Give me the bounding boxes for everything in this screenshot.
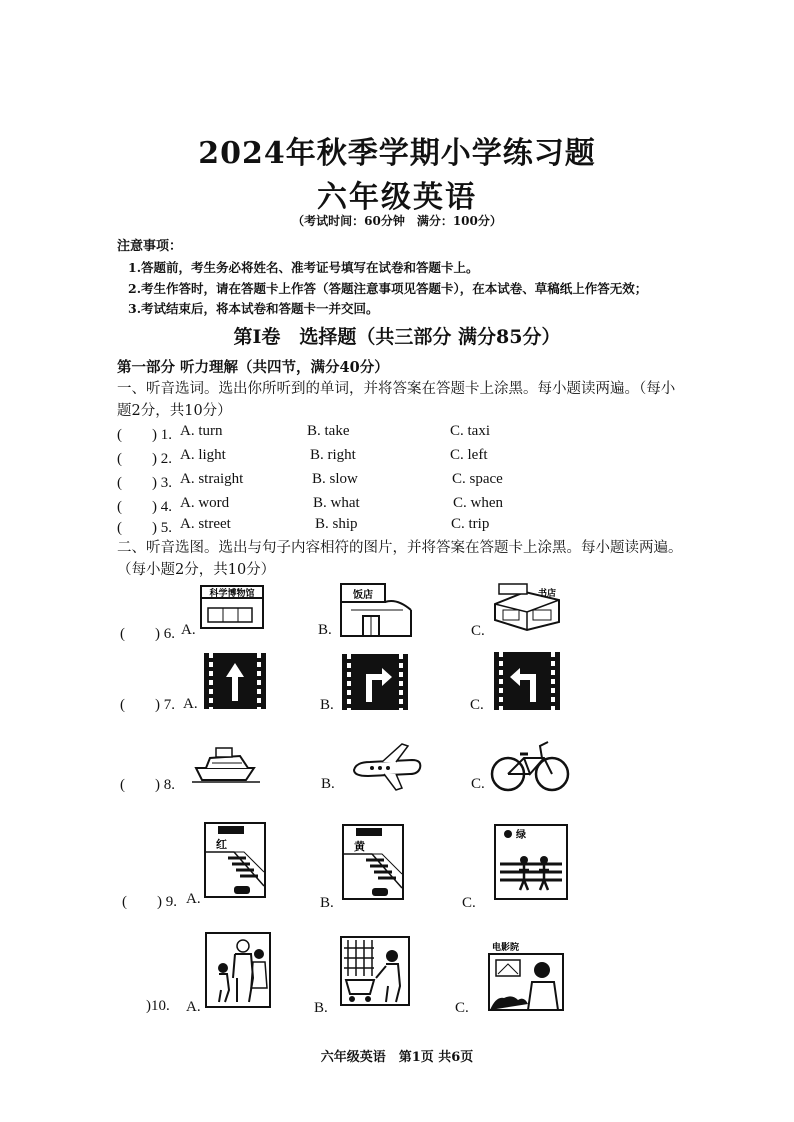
subject-title: 六年级英语 bbox=[317, 180, 477, 215]
notice-item-2: 2.考生作答时，请在答题卡上作答（答题注意事项见答题卡），在本试卷、草稿纸上作答无效； bbox=[128, 281, 648, 296]
green-light-picture bbox=[494, 824, 568, 900]
option-c-label: C. bbox=[471, 776, 485, 792]
option-a: A. straight bbox=[180, 471, 244, 487]
option-b: B. ship bbox=[315, 516, 358, 532]
bike-picture bbox=[490, 738, 570, 794]
option-a: A. word bbox=[180, 495, 230, 511]
option-a-label: A. bbox=[183, 696, 198, 712]
option-c: C. when bbox=[453, 495, 503, 511]
question-7-number: ( ) 7. bbox=[120, 697, 175, 713]
option-b: B. right bbox=[310, 447, 356, 463]
yellow-light-label: 黄 bbox=[354, 840, 365, 853]
notice-heading: 注意事项： bbox=[117, 239, 183, 254]
option-c-label: C. bbox=[470, 697, 484, 713]
question-number: ( ) 4. bbox=[117, 499, 172, 515]
cinema-picture bbox=[488, 938, 564, 1012]
option-a-label: A. bbox=[186, 891, 201, 907]
option-c: C. trip bbox=[451, 516, 490, 532]
science-museum-picture bbox=[198, 584, 268, 630]
restaurant-sign: 饭店 bbox=[353, 590, 373, 601]
option-a: A. light bbox=[180, 447, 226, 463]
notice-item-3: 3.考试结束后，将本试卷和答题卡一并交回。 bbox=[128, 301, 379, 316]
science-museum-sign: 科学博物馆 bbox=[209, 589, 255, 599]
plane-picture bbox=[348, 742, 426, 794]
go-straight-sign-picture bbox=[204, 653, 266, 709]
option-a: A. street bbox=[180, 516, 231, 532]
turn-left-sign-picture bbox=[494, 652, 560, 710]
option-a-label: A. bbox=[186, 999, 201, 1015]
turn-right-sign-picture bbox=[342, 654, 408, 710]
notice-item-1: 1.答题前，考生务必将姓名、准考证号填写在试卷和答题卡上。 bbox=[128, 260, 479, 275]
question-number: ( ) 5. bbox=[117, 520, 172, 536]
cinema-label: 电影院 bbox=[492, 943, 520, 953]
option-c-label: C. bbox=[455, 1000, 469, 1016]
question-number: ( ) 2. bbox=[117, 451, 172, 467]
bookstore-picture bbox=[489, 582, 565, 632]
question-9-number: ( ) 9. bbox=[122, 894, 177, 910]
question-6-number: ( ) 6. bbox=[120, 626, 175, 642]
option-b-label: B. bbox=[321, 776, 335, 792]
option-b: B. what bbox=[313, 495, 360, 511]
option-b-label: B. bbox=[314, 1000, 328, 1016]
option-b: B. slow bbox=[312, 471, 358, 487]
bookstore-sign: 书店 bbox=[537, 589, 557, 599]
option-c-label: C. bbox=[462, 895, 476, 911]
ship-picture bbox=[192, 738, 262, 784]
question-10-number: )10. bbox=[146, 998, 170, 1014]
option-b-label: B. bbox=[318, 622, 332, 638]
part1-title: 第一部分 听力理解（共四节，满分40分） bbox=[117, 359, 389, 376]
green-light-label: 绿 bbox=[516, 830, 526, 841]
red-light-label: 红 bbox=[216, 838, 227, 851]
question-number: ( ) 3. bbox=[117, 475, 172, 491]
option-a-label: A. bbox=[181, 622, 196, 638]
option-a: A. turn bbox=[180, 423, 223, 439]
page-footer: 六年级英语 第1页 共6页 bbox=[320, 1050, 474, 1065]
option-c: C. space bbox=[452, 471, 503, 487]
question-8-number: ( ) 8. bbox=[120, 777, 175, 793]
section1-instruction: 一、听音选词。选出你所听到的单词，并将答案在答题卡上涂黑。每小题读两遍。（每小题2分，共10分） bbox=[117, 381, 676, 419]
restaurant-picture bbox=[337, 580, 415, 638]
supermarket-picture bbox=[340, 936, 410, 1006]
paper-title: 2024年秋季学期小学练习题 bbox=[198, 136, 596, 171]
section2-instruction: 二、听音选图。选出与句子内容相符的图片，并将答案在答题卡上涂黑。每小题读两遍。（每小题2分，共10分） bbox=[117, 540, 683, 578]
volume-title: 第I卷 选择题（共三部分 满分85分） bbox=[233, 326, 561, 348]
exam-info: （考试时间：60分钟 满分：100分） bbox=[292, 214, 502, 228]
option-b: B. take bbox=[307, 423, 350, 439]
option-b-label: B. bbox=[320, 895, 334, 911]
red-light-picture bbox=[204, 822, 266, 898]
yellow-light-picture bbox=[342, 824, 404, 900]
question-number: ( ) 1. bbox=[117, 427, 172, 443]
option-b-label: B. bbox=[320, 697, 334, 713]
option-c: C. left bbox=[450, 447, 488, 463]
family-picture bbox=[205, 932, 271, 1008]
option-c: C. taxi bbox=[450, 423, 490, 439]
option-c-label: C. bbox=[471, 623, 485, 639]
